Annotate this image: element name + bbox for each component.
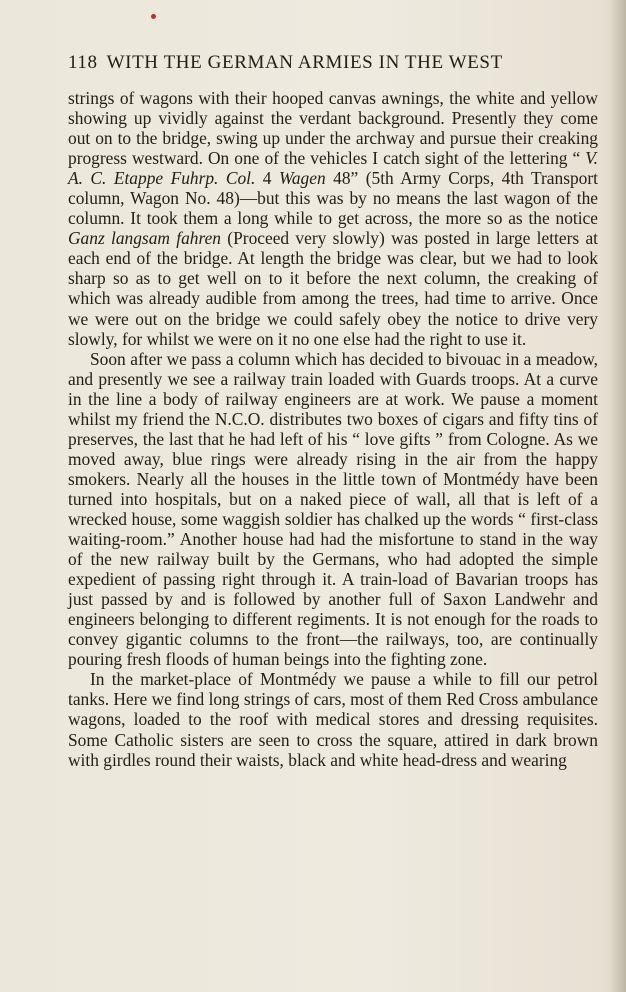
paragraph-1: [68, 88, 598, 349]
paragraph-1-text-d: (Proceed very slowly) was posted in large letters at each end of the bridge. At length the bridge was clear, but we had to look sharp so as to get well on to it before the next column, the creaking of which was already audible from among the trees, had time to arrive. Once we were out on the bridge we could safely obey the notice to drive very slowly, for whilst we were on it no one else had the right to use it.: [68, 228, 598, 349]
running-head: [68, 52, 568, 74]
body-text: [68, 88, 598, 770]
italic-notice: Ganz langsam fahren: [68, 228, 222, 249]
paragraph-1-text-c: 48” (5th Army Corps, 4th Transport column, Wagon No. 48)—but this was by no means the last wagon of the column. It took them a long while to get across, the more so as the notice: [68, 168, 598, 229]
running-title: WITH THE GERMAN ARMIES IN THE WEST: [106, 52, 503, 73]
paragraph-2: Soon after we pass a column which has decided to bivouac in a meadow, and presently we see a railway train loaded with Guards troops. At a curve in the line a body of railway engineers are at work. We pause a moment whilst my friend the N.C.O. distributes two boxes of cigars and fifty tins of preserves, the last that he had left of his “ love gifts ” from Cologne. As we moved away, blue rings were already rising in the air from the happy smokers. Nearly all the houses in the little town of Montmédy have been turned into hospitals, but on a naked piece of wall, all that is left of a wrecked house, some waggish soldier has chalked up the words “ first-class waiting-room.” Another house had had the misfortune to stand in the way of the new railway built by the Germans, who had adopted the simple expedient of passing right through it. A train-load of Bavarian troops has just passed by and is followed by another full of Saxon Landwehr and engineers belonging to different regiments. It is not enough for the roads to convey gigantic columns to the front—the railways, too, are continually pouring fresh floods of human beings into the fighting zone.: [68, 348, 598, 670]
page-edge-shadow: [610, 0, 626, 992]
paragraph-1-text-b: 4: [255, 168, 279, 189]
paragraph-1-text-a: strings of wagons with their hooped canvas awnings, the white and yellow showing up vividly against the verdant background. Presently they come out on to the bridge, swing up under the archway and pursue their creaking progress westward. On one of the vehicles I catch sight of the lettering “: [68, 88, 598, 169]
italic-wagen: Wagen: [278, 168, 326, 189]
ink-speck: [151, 14, 156, 19]
paragraph-3: In the market-place of Montmédy we pause a while to fill our petrol tanks. Here we find long strings of cars, most of them Red Cross ambulance wagons, loaded to the roof with medical stores and dressing requisites. Some Catholic sisters are seen to cross the square, attired in dark brown with girdles round their waists, black and white head-dress and wearing: [68, 669, 598, 770]
page-number: 118: [68, 52, 98, 73]
italic-wagon-marking: V. A. C. Etappe Fuhrp. Col.: [68, 148, 598, 189]
